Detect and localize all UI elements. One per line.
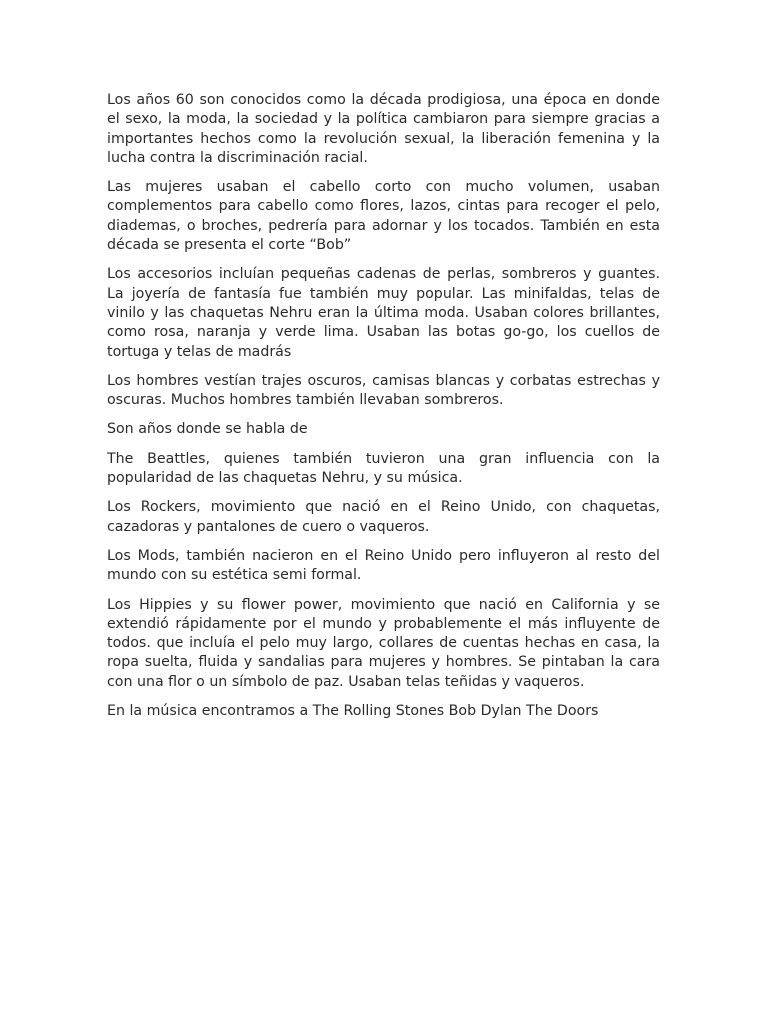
document-body xyxy=(107,91,660,731)
paragraph-intro: Los años 60 son conocidos como la década prodigiosa, una época en donde el sexo, la moda, la sociedad y la política cambiaron para siempre gracias a importantes hechos como la revolución sexual, la liberación femenina y la lucha contra la discriminación racial. xyxy=(107,92,660,166)
paragraph-men: Los hombres vestían trajes oscuros, camisas blancas y corbatas estrechas y oscuras. Muchos hombres también llevaban sombreros. xyxy=(107,372,660,409)
paragraph-accessories: Los accesorios incluían pequeñas cadenas de perlas, sombreros y guantes. La joyería de fantasía fue también muy popular. Las minifaldas, telas de vinilo y las chaquetas Nehru eran la última moda. Usaban colores brillantes, como rosa, naranja y verde lima. Usaban las botas go-go, los cuellos de tortuga y telas de madrás xyxy=(107,266,660,360)
paragraph-music: En la música encontramos a The Rolling Stones Bob Dylan The Doors xyxy=(107,703,599,720)
paragraph-rockers: Los Rockers, movimiento que nació en el Reino Unido, con chaquetas, cazadoras y pantalones de cuero o vaqueros. xyxy=(107,499,660,535)
paragraph-mods: Los Mods, también nacieron en el Reino Unido pero influyeron al resto del mundo con su estética semi formal. xyxy=(107,547,660,584)
paragraph-hippies: Los Hippies y su flower power, movimiento que nació en California y se extendió rápidamente por el mundo y probablemente el más influyente de todos. que incluía el pelo muy largo, collares de cuentas hechas en casa, la ropa suelta, fluida y sandalias para mujeres y hombres. Se pintaban la cara con una flor o un símbolo de paz. Usaban telas teñidas y vaqueros. xyxy=(107,596,660,690)
paragraph-women: Las mujeres usaban el cabello corto con mucho volumen, usaban complementos para cabello como flores, lazos, cintas para recoger el pelo, diademas, o broches, pedrería para adornar y los tocados. También en esta década se presenta el corte “Bob” xyxy=(107,179,660,254)
paragraph-topics-intro: Son años donde se habla de xyxy=(107,421,308,438)
paragraph-beatles: The Beattles, quienes también tuvieron una gran influencia con la popularidad de las chaquetas Nehru, y su música. xyxy=(107,450,660,487)
